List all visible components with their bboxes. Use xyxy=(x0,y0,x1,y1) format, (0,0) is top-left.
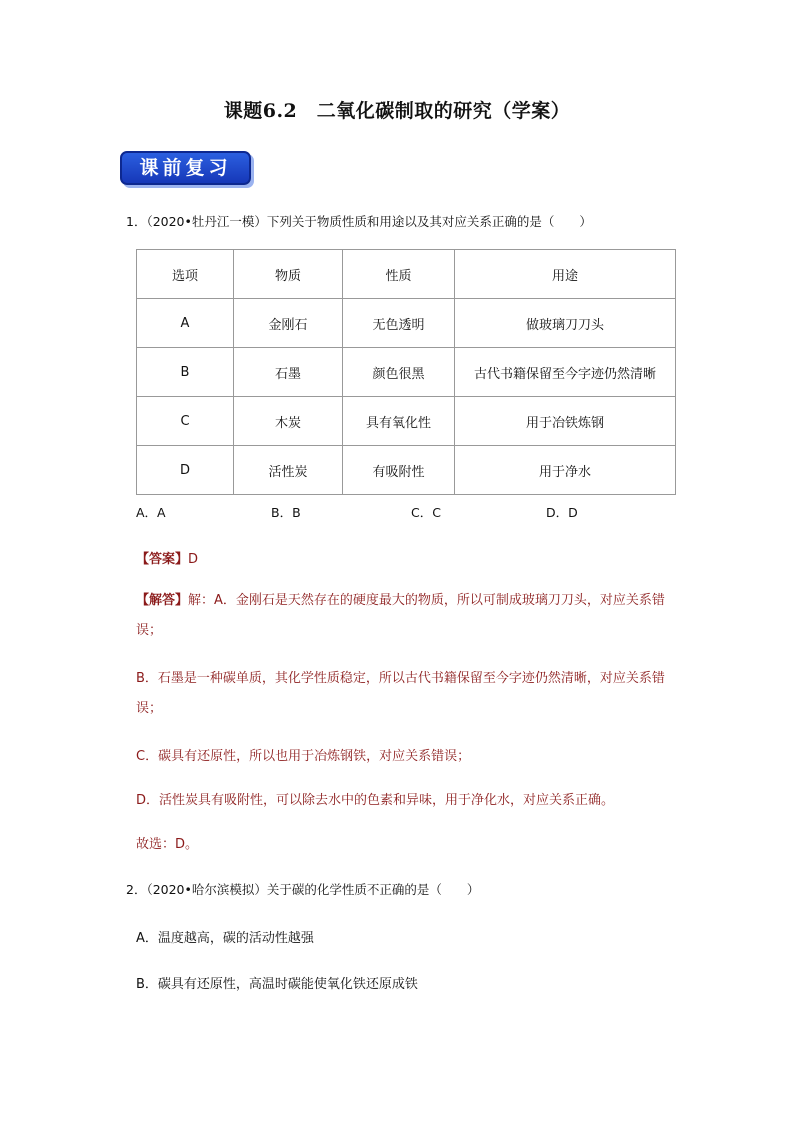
table-cell: 活性炭 xyxy=(234,446,343,495)
section-badge-label: 课前复习 xyxy=(120,151,251,185)
choice-c[interactable]: C．C xyxy=(411,505,441,520)
analysis-label: 【解答】 xyxy=(136,593,189,608)
table-cell: 金刚石 xyxy=(234,299,343,348)
question-2-option-a[interactable]: A．温度越高，碳的活动性越强 xyxy=(136,931,314,946)
table-cell: A xyxy=(137,299,234,348)
answer-line xyxy=(136,548,198,567)
choice-b[interactable]: B．B xyxy=(271,505,301,520)
table-cell: C xyxy=(137,397,234,446)
table-row xyxy=(137,299,676,348)
table-row xyxy=(137,446,676,495)
table-row xyxy=(137,348,676,397)
table-header-cell: 用途 xyxy=(455,250,676,299)
table-row xyxy=(137,397,676,446)
question-1-stem: 1．（2020•牡丹江一模）下列关于物质性质和用途以及其对应关系正确的是（ ） xyxy=(126,214,592,229)
analysis-b: B．石墨是一种碳单质，其化学性质稳定，所以古代书籍保留至今字迹仍然清晰，对应关系错误； xyxy=(136,671,665,716)
choice-a[interactable]: A．A xyxy=(136,505,166,520)
table-cell: 做玻璃刀刀头 xyxy=(455,299,676,348)
analysis-c: C．碳具有还原性，所以也用于冶炼钢铁，对应关系错误； xyxy=(136,749,471,764)
question-2-stem: 2．（2020•哈尔滨模拟）关于碳的化学性质不正确的是（ ） xyxy=(126,882,480,897)
table-cell: 古代书籍保留至今字迹仍然清晰 xyxy=(455,348,676,397)
question-1-table xyxy=(136,249,676,495)
question-2-option-b[interactable]: B．碳具有还原性，高温时碳能使氧化铁还原成铁 xyxy=(136,977,418,992)
table-cell: 用于净水 xyxy=(455,446,676,495)
table-header-cell: 选项 xyxy=(137,250,234,299)
section-badge xyxy=(120,151,253,187)
table-header-cell: 性质 xyxy=(343,250,455,299)
table-cell: 颜色很黑 xyxy=(343,348,455,397)
table-cell: B xyxy=(137,348,234,397)
table-cell: 有吸附性 xyxy=(343,446,455,495)
analysis-d: D．活性炭具有吸附性，可以除去水中的色素和异味，用于净化水，对应关系正确。 xyxy=(136,793,615,808)
answer-label: 【答案】 xyxy=(136,552,189,567)
table-cell: D xyxy=(137,446,234,495)
answer-value: D xyxy=(188,552,199,567)
table-header-cell: 物质 xyxy=(234,250,343,299)
table-cell: 具有氧化性 xyxy=(343,397,455,446)
analysis-line: 解：A．金刚石是天然存在的硬度最大的物质，所以可制成玻璃刀刀头，对应关系错误； xyxy=(136,593,665,638)
analysis-conclusion: 故选：D。 xyxy=(136,837,199,852)
choice-d[interactable]: D．D xyxy=(546,505,578,520)
table-cell: 无色透明 xyxy=(343,299,455,348)
table-cell: 用于冶铁炼钢 xyxy=(455,397,676,446)
page-title: 课题6.2 二氧化碳制取的研究（学案） xyxy=(223,100,571,122)
table-header-row xyxy=(137,250,676,299)
table-cell: 木炭 xyxy=(234,397,343,446)
analysis-a xyxy=(136,586,684,646)
table-cell: 石墨 xyxy=(234,348,343,397)
